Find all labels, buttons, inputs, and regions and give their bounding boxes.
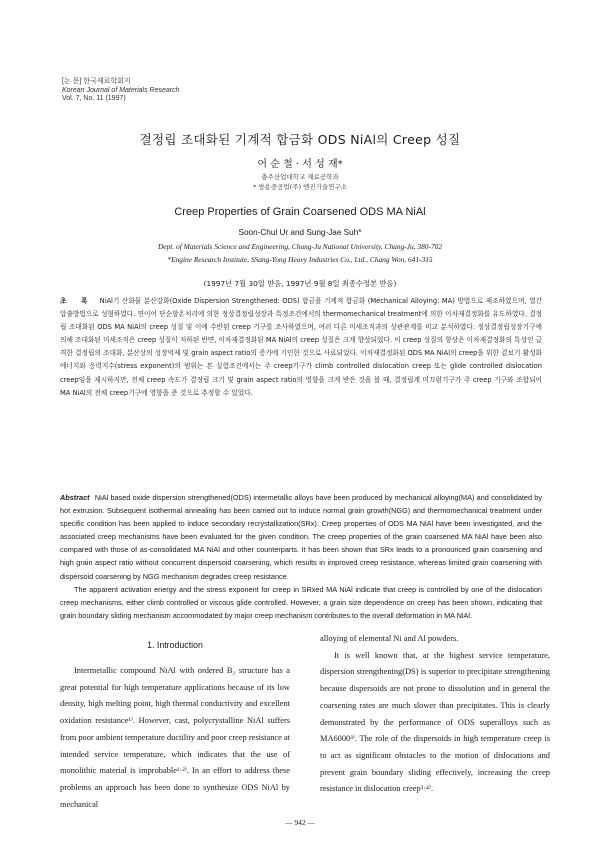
authors-english: Soon-Chul Ur and Sung-Jae Suh* — [238, 228, 362, 237]
journal-volume: Vol. 7, No. 11 (1997) — [62, 95, 126, 102]
title-korean: 결정립 조대화된 기계적 합금화 ODS NiAl의 Creep 성질 — [139, 132, 461, 147]
journal-english: Korean Journal of Materials Research — [62, 86, 180, 94]
affiliation-korean — [0, 172, 600, 192]
intro-paragraph-1: Intermetallic compound NiAl with ordered B₂ structure has a great potential for high temperature applications because of its low density, high melting point, high thermal conductivity and excellent oxidation resistance¹⁾. However, cast, polycrystalline NiAl suffers from poor ambient temperature ductility and poor creep resistance at intended service temperature, which indicates that the use of monolithic material is improbable¹·²⁾. In an effort to address these problems an approach has been done to synthesize ODS NiAl by mechanical — [60, 666, 290, 809]
intro-continuation: alloying of elemental Ni and Al powders. — [320, 634, 459, 643]
title-english: Creep Properties of Grain Coarsened ODS MA NiAl — [174, 206, 426, 218]
journal-korean: [논 문] 한국재료학회지 — [62, 78, 131, 85]
journal-header — [62, 78, 180, 104]
abstract-korean-label: 초 록 — [60, 297, 94, 305]
left-column — [60, 663, 290, 813]
page-number: — 942 — — [285, 818, 315, 827]
received-dates: (1997년 7월 30일 받음, 1997년 9월 8일 최종수정본 받음) — [203, 279, 397, 288]
right-column — [320, 631, 550, 798]
abstract-english-p1: NiAl based oxide dispersion strengthened(ODS) intermetallic alloys have been produced by mechanical alloying(MA) and consolidated by hot extrusion. Subsequent isothermal annealing has been carried out to induce normal grain growth(NGG) and thermomechanical treatment under specific condition has been applied to induce secondary recrystallization(SRx). Creep properties of ODS MA NiAl have been investigated, and the associated creep mechanisms have been evaluated for the given condition. The creep properties of the grain coarsened MA NiAl have been also compared with those of as-consolidated MA NiAl and other counterparts. It has been shown that SRx leads to a pronounced grain coarsening and high grain aspect ratio without concurrent dispersoid coarsening, which results in improved creep resistance, whereas limited grain coarsening with dispersoid coarsening by NGG mechanism degrades creep resistance. — [60, 493, 543, 581]
affiliation-korean-1: 충주산업대학교 재료공학과 — [261, 173, 339, 181]
affiliation-english-2: *Engine Research Institute, SSang-Yong Heavy Industries Co., Ltd., Chang Won, 641-315 — [167, 255, 433, 264]
affiliation-korean-2: * 쌍용중공업(주) 엔진기술연구소 — [252, 183, 348, 191]
abstract-english-label: Abstract — [60, 493, 90, 502]
affiliation-english — [0, 240, 600, 266]
affiliation-english-1: Dept. of Materials Science and Engineering, Chung-Ju National University, Chung-Ju, 380-702 — [157, 242, 443, 251]
abstract-english — [60, 491, 542, 622]
section-heading-introduction: 1. Introduction — [147, 640, 203, 650]
abstract-korean — [60, 295, 542, 400]
intro-paragraph-2: It is well known that, at the highest service temperature, dispersion strengthening(DS) is superior to precipitate strengthening because dispersoids are not prone to dissolution and in general the coarsening rates are much slower than precipitates. This is clearly demonstrated by the performance of ODS superalloys such as MA6000³⁾. The role of the dispersoids in high temperature creep is to act as significant obstacles to the motion of dislocations and prevent grain boundary sliding effectively, increasing the creep resistance in dislocation creep³·⁴⁾. — [320, 650, 550, 794]
abstract-english-p2: The apparent activation energy and the stress exponent for creep in SRxed MA NiAl indicate that creep is controlled by one of the dislocation creep mechanisms, either climb controlled or viscous glide controlled. However, a grain size dependence on creep has been shown, indicating that grain boundary sliding mechanism accommodated by major creep mechanism contributes to the overall deformation in MA NiAl. — [60, 584, 542, 620]
authors-korean: 어 순 철 · 서 성 재* — [257, 159, 343, 170]
abstract-korean-text: NiAl기 산화물 분산강화(Oxide Dispersion Strengthened: ODS) 합금을 기계적 합금화 (Mechanical Alloying: MA) 방법으로 제조하였으며, 열간압출방법으로 성형하였다. 연이어 단순항온처리에 의한 정상결정립성장과 특정조건에서의 thermomechanical treatment에 의한 이차재결정화를 유도하였다. 결정립 조대화된 ODS MA NiAl의 creep 성질 및 이에 수반된 creep 기구를 조사하였으며, 여러 다른 미세조직과의 상관관계를 비교 분석하였다. 정상결정립성장기구에 의해 조대화된 미세조직은 creep 성질이 저하된 반면, 이차재결정화된 MA NiAl의 creep 성질은 크게 향상되었다. 이 creep 성질의 향상은 이차재결정화의 특성인 급격한 결정립의 조대화, 분산상의 성장억제 및 grain aspect ratio의 증가에 기인한 것으로 사료되었다. 이차재결정화된 ODS MA NiAl의 creep을 위한 겉보기 활성화에너지와 응력지수(stress exponent)의 범위는 본 실험조건에서는 주 creep기구가 climb controlled dislocation creep 또는 glide controlled dislocation creep임을 제시하지만, 전체 creep 속도가 결정립 크기 및 grain aspect ratio의 영향을 크게 받은 것을 볼 때, 결정립계 미끄럼기구가 주 creep 기구와 조합되어 MA NiAl의 전체 creep기구에 영향을 준 것으로 추정할 수 있었다. — [60, 297, 542, 397]
